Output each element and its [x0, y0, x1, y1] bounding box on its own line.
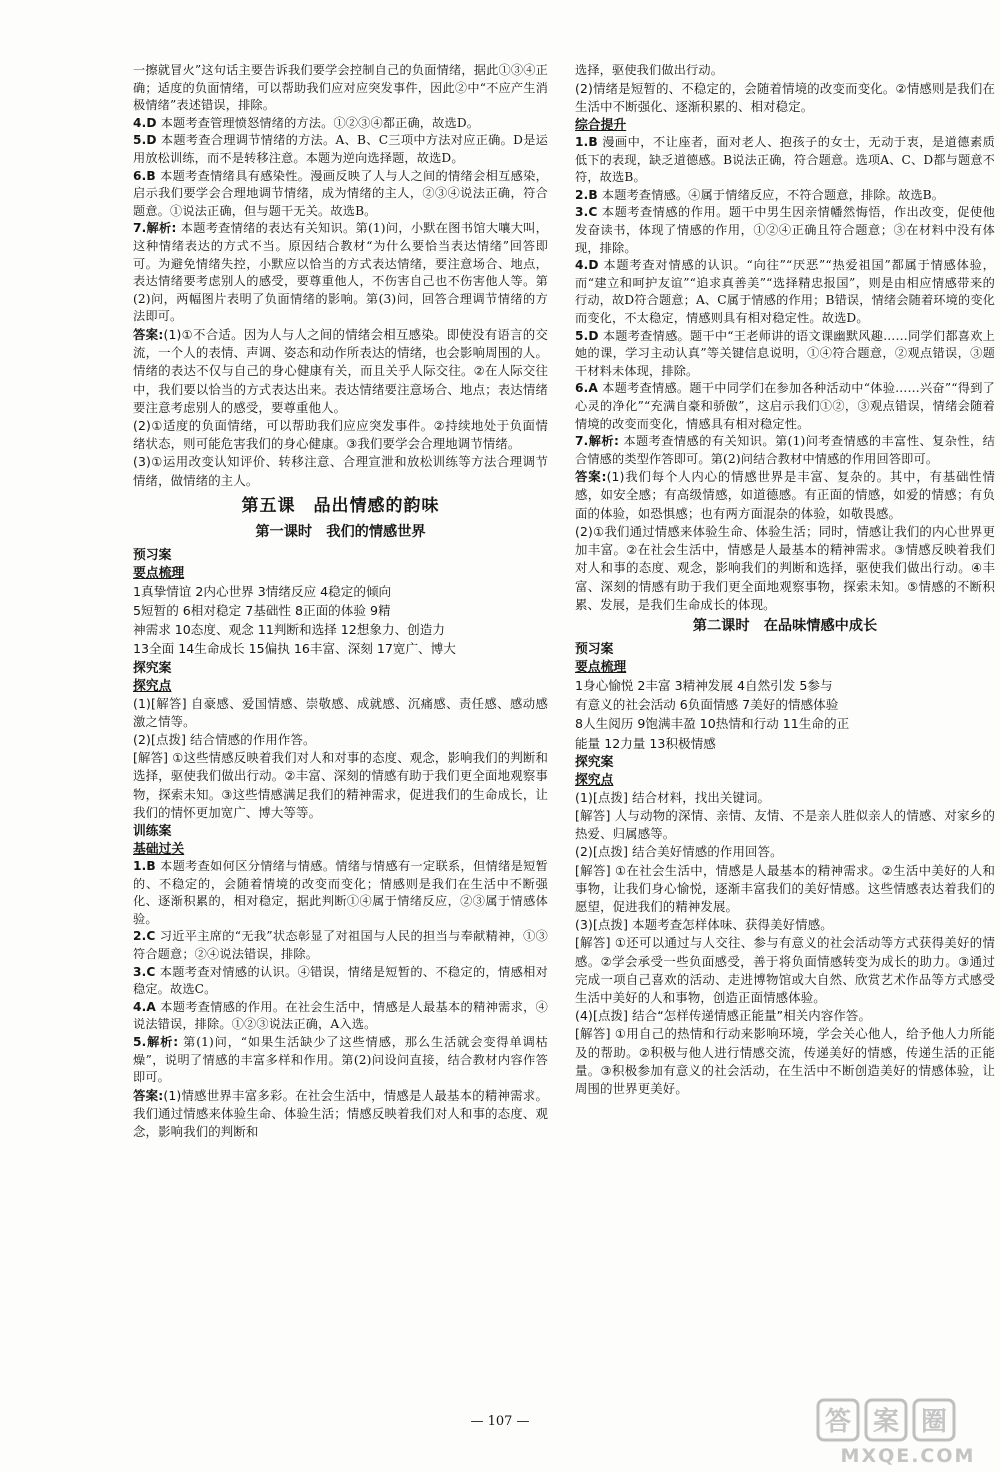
text-paragraph: 一擦就冒火”这句话主要告诉我们要学会控制自己的负面情绪，据此①③④正确；适度的负面情绪，可以帮助我们应对应突发事件，因此②中“不应产生消极情绪”表述错误，排除。 — [133, 63, 548, 113]
answer-paragraph — [575, 789, 995, 807]
question-number: 4.D — [133, 115, 157, 130]
question-text: 本题考查合理调节情绪的方法。A、B、C三项中方法对应正确。D是运用放松训练，而不是转移注意。本题为逆向选择题，故选D。 — [133, 133, 549, 165]
question-number: 3.C — [575, 205, 598, 220]
answer-paragraph — [133, 417, 548, 453]
question-number: 7.解析: — [133, 221, 177, 236]
question-item — [133, 964, 548, 999]
question-text: 本题考查情绪的表达有关知识。第(1)问，小默在图书馆大嚷大叫，这种情绪表达的方式不当。原因结合教材“为什么要恰当表达情绪”回答即可。为避免情绪失控，小默应以恰当的方式表达情绪，要注意场合、地点，表达情绪要考虑别人的感受，要尊重他人，不伤害自己也不伤害他人等。第(2)问，两幅图片表明了负面情绪的影响。第(3)问，回答合理调节情绪的方法即可。 — [133, 221, 548, 324]
watermark-logo — [812, 1396, 992, 1468]
explore-label: 探究案 — [575, 754, 614, 770]
answer-paragraph — [575, 1025, 995, 1098]
explore-label: 探究案 — [133, 660, 172, 676]
question-text: 本题考查管理愤怒情绪的方法。①②③④都正确，故选D。 — [160, 115, 480, 130]
answer-paragraph — [575, 843, 995, 861]
answer-text: (3)①运用改变认知评价、转移注意、合理宣泄和放松训练等方法合理调节情绪，做情绪的主人。 — [133, 454, 548, 488]
question-number: 1.B — [133, 858, 156, 873]
question-item — [575, 134, 995, 187]
answer-paragraph — [133, 695, 548, 731]
question-item — [575, 204, 995, 257]
question-number: 5.D — [133, 133, 157, 148]
basic-label: 基础过关 — [133, 841, 185, 857]
answer-paragraph — [575, 80, 995, 116]
answer-text: (2)①我们通过情感来体验生命、体验生活；同时，情感让我们的内心世界更加丰富。②在社会生活中，情感是人最基本的精神需求。③情感反映着我们对人和事的态度、观念，影响我们的判断和选择，驱使我们做出行动。④丰富、深刻的情感有助于我们更全面地观察事物，探索未知。⑤情感的不断积累、发展，是我们生命成长的体现。 — [575, 523, 995, 612]
question-item — [133, 999, 548, 1034]
question-item — [575, 257, 995, 327]
keypoint-line: 8人生阅历 9饱满丰盈 10热情和行动 11生命的正 — [575, 716, 850, 732]
answer-label: 答案: — [575, 469, 607, 485]
answer-paragraph — [133, 731, 548, 749]
svg-text:答: 答 — [824, 1407, 852, 1437]
question-number: 2.B — [575, 187, 598, 202]
preview-label: 预习案 — [133, 547, 172, 563]
training-label: 训练案 — [133, 823, 172, 839]
answer-text: (1)①不合适。因为人与人之间的情绪会相互感染。即使没有语言的交流，一个人的表情、声调、姿态和动作所表达的情绪，也会影响周围的人。情绪的表达不仅与自己的身心健康有关，而且关乎人际交往。②在人际交往中，我们要以恰当的方式表达出来。表达情绪要注意场合、地点；表达情绪要注意考虑别人的感受，要尊重他人。 — [133, 326, 549, 415]
question-item — [133, 220, 548, 326]
question-number: 1.B — [575, 135, 598, 149]
question-text: 漫画中，不让座者，面对老人、抱孩子的女士，无动于衷，是道德素质低下的表现，缺乏道德感。B说法正确，符合题意。选项A、C、D都与题意不符，故选B。 — [575, 135, 995, 185]
question-item — [575, 187, 995, 205]
answer-paragraph — [133, 1087, 548, 1142]
answer-text: [解答] ①还可以通过与人交往、参与有意义的社会活动等方式获得美好的情感。②学会承受一些负面感受，善于将负面情感转变为成长的助力。③通过完成一项自己喜欢的活动、走进博物馆或大自然、欣赏艺术作品等方式感受生活中美好的人和事物，创造正面情感体验。 — [575, 935, 995, 1005]
answer-paragraph — [133, 326, 548, 417]
answer-paragraph — [133, 453, 548, 489]
question-text: 本题考查情感的作用。题干中男生因亲情幡然悔悟，作出改变，促使他发奋读书，体现了情感的作用，①②④正确且符合题意；③在材料中没有体现，排除。 — [575, 205, 995, 255]
question-number: 6.B — [133, 168, 156, 183]
question-item — [575, 380, 995, 433]
answer-text: [解答] ①用自己的热情和行动来影响环境，学会关心他人，给予他人力所能及的帮助。②积极与他人进行情感交流，传递美好的情感，传递生活的正能量。③积极参加有意义的社会活动，在生活中不断创造美好的情感体验，让周围的世界更美好。 — [575, 1026, 995, 1096]
keypoint-line: 5短暂的 6相对稳定 7基础性 8正面的体验 9精 — [133, 602, 391, 618]
answer-text: [解答] 人与动物的深情、亲情、友情、不是亲人胜似亲人的情感、对家乡的热爱、归属感等。 — [575, 807, 995, 842]
question-text: 本题考查对情感的认识。④错误，情绪是短暂的、不稳定的，情感相对稳定。故选C。 — [133, 964, 548, 997]
question-number: 4.A — [133, 999, 156, 1014]
question-text: 本题考查情感。④属于情绪反应，不符合题意，排除。故选B。 — [601, 187, 945, 202]
answer-text: (2)①适度的负面情绪，可以帮助我们应应突发事件。②持续地处于负面情绪状态，则可能危害我们的身心健康。③我们要学会合理地调节情绪。 — [133, 417, 548, 452]
question-text: 本题考查情感。题干中同学们在参加各种活动中“体验……兴奋”“得到了心灵的净化”“充满自豪和骄傲”，这启示我们①②，③观点错误，情绪会随着情境的改变而变化，情感具有相对稳定性。 — [575, 381, 995, 431]
answer-paragraph — [133, 749, 548, 822]
question-number: 5.D — [575, 328, 599, 343]
answer-text: (2)情绪是短暂的、不稳定的，会随着情境的改变而变化。②情感则是我们在生活中不断强化、逐渐积累的、相对稳定。 — [575, 80, 995, 114]
question-item — [133, 115, 548, 133]
keypoint-line: 能量 12力量 13积极情感 — [575, 735, 716, 751]
keypoint-line: 13全面 14生命成长 15偏执 16丰富、深刻 17宽广、博大 — [133, 641, 456, 657]
keypoints-label: 要点梳理 — [133, 565, 185, 581]
answer-text: [解答] ①这些情感反映着我们对人和对事的态度、观念，影响我们的判断和选择，驱使我们做出行动。②丰富、深刻的情感有助于我们更全面地观察事物，探索未知。③这些情感满足我们的精神需求，促进我们的生命成长，让我们的情怀更加宽广、博大等等。 — [133, 750, 548, 820]
answer-text: (1)[点拨] 结合材料，找出关键词。 — [575, 789, 771, 805]
question-item — [133, 1034, 548, 1087]
question-text: 本题考查如何区分情绪与情感。情绪与情感有一定联系，但情绪是短暂的、不稳定的，会随着情境的改变而变化；情感则是我们在生活中不断强化、逐渐积累的，相对稳定，据此判断①④属于情绪反应，②③属于情感体验。 — [133, 858, 548, 926]
question-number: 7.解析: — [575, 434, 620, 449]
question-text: 本题考查情感。题干中“王老师讲的语文课幽默风趣……同学们都喜欢上她的课，学习主动认真”等关键信息说明，①④符合题意，②观点错误，③题干材料未体现，排除。 — [575, 328, 995, 378]
explore-point-label: 探究点 — [575, 772, 614, 788]
answer-paragraph — [575, 916, 995, 934]
svg-text:MXQE.COM: MXQE.COM — [840, 1445, 976, 1467]
answer-text: (3)[点拨] 本题考查怎样体味、获得美好情感。 — [575, 917, 833, 933]
question-item — [133, 858, 548, 928]
keypoint-line: 有意义的社会活动 6负面情感 7美好的情感体验 — [575, 697, 839, 713]
question-text: 本题考查对情感的认识。“向往”“厌恶”“热爱祖国”都属于情感体验，而“建立和呵护友谊”“追求真善美”“选择精忠报国”，则是由相应情感带来的行动，故D符合题意；A、C属于情感的作用；B错误，情绪会随着环境的变化而变化，不太稳定，情感则具有相对稳定性。故选D。 — [575, 258, 995, 325]
question-item — [133, 168, 548, 221]
explore-point-label: 探究点 — [133, 678, 172, 694]
question-text: 第(1)问，“如果生活缺少了这些情感，那么生活就会变得单调枯燥”，说明了情感的丰富多样和作用。第(2)问设问直接，结合教材内容作答即可。 — [133, 1034, 548, 1085]
answer-text: (4)[点拨] 结合“怎样传递情感正能量”相关内容作答。 — [575, 1008, 872, 1024]
question-item — [133, 132, 548, 167]
svg-text:圈: 圈 — [920, 1407, 948, 1437]
text-paragraph: 选择，驱使我们做出行动。 — [575, 63, 724, 77]
keypoint-line: 神需求 10态度、观念 11判断和选择 12想象力、创造力 — [133, 622, 445, 638]
keypoint-line: 1身心愉悦 2丰富 3精神发展 4自然引发 5参与 — [575, 677, 833, 693]
keypoint-line: 1真挚情谊 2内心世界 3情绪反应 4稳定的倾向 — [133, 583, 392, 599]
question-number: 5.解析: — [133, 1034, 179, 1049]
preview-label: 预习案 — [575, 641, 614, 657]
lesson-title: 第五课 品出情感的韵味 — [241, 495, 440, 516]
question-number: 2.C — [133, 929, 156, 944]
answer-label: 答案: — [133, 326, 164, 342]
question-item — [133, 928, 548, 963]
answer-paragraph — [575, 862, 995, 917]
answer-paragraph — [575, 523, 995, 614]
question-text: 本题考查情感的有关知识。第(1)问考查情感的丰富性、复杂性，结合情感的类型作答即可。第(2)问结合教材中情感的作用回答即可。 — [575, 434, 995, 466]
svg-text:案: 案 — [872, 1407, 900, 1437]
integrated-label: 综合提升 — [575, 118, 627, 133]
period-title: 第一课时 我们的情感世界 — [255, 523, 426, 540]
question-number: 3.C — [133, 964, 156, 979]
question-text: 本题考查情绪具有感染性。漫画反映了人与人之间的情绪会相互感染，启示我们要学会合理地调节情绪，成为情绪的主人，②③④说法正确，符合题意。①说法正确，但与题干无关。故选B。 — [133, 168, 548, 218]
question-item — [575, 433, 995, 468]
answer-paragraph — [575, 934, 995, 1007]
answer-paragraph — [575, 807, 995, 843]
answer-paragraph — [575, 468, 995, 523]
question-item — [575, 328, 995, 381]
answer-text: (2)[点拨] 结合情感的作用作答。 — [133, 731, 316, 747]
question-text: 本题考查情感的作用。在社会生活中，情感是人最基本的精神需求，④说法错误，排除。①②③说法正确，A入选。 — [133, 999, 548, 1032]
page-number: — 107 — — [470, 1414, 530, 1429]
answer-paragraph — [575, 1007, 995, 1025]
question-number: 6.A — [575, 381, 598, 396]
keypoints-label: 要点梳理 — [575, 659, 627, 675]
question-text: 习近平主席的“无我”状态彰显了对祖国与人民的担当与奉献精神，①③符合题意；②④说法错误，排除。 — [133, 929, 548, 961]
answer-text: (2)[点拨] 结合美好情感的作用回答。 — [575, 844, 783, 860]
period-title: 第二课时 在品味情感中成长 — [692, 617, 878, 634]
answer-label: 答案: — [133, 1087, 164, 1103]
answer-text: (1)[解答] 自豪感、爱国情感、崇敬感、成就感、沉痛感、责任感、感动感激之情等。 — [133, 695, 548, 729]
answer-text: (1)我们每个人内心的情感世界是丰富、复杂的。其中，有基础性情感，如安全感；有高级情感，如道德感。有正面的情感，如爱的情感；有负面的体验，如恐惧感；也有两方面混杂的体验，如敬畏感。 — [575, 469, 996, 521]
answer-text: (1)情感世界丰富多彩。在社会生活中，情感是人最基本的精神需求。我们通过情感来体验生命、体验生活；情感反映着我们对人和事的态度、观念，影响我们的判断和 — [133, 1087, 548, 1140]
left-column — [133, 62, 548, 1141]
answer-text: [解答] ①在社会生活中，情感是人最基本的精神需求。②生活中美好的人和事物，让我们身心愉悦，逐渐丰富我们的美好情感。这些情感表达着我们的愿望，促进我们的精神发展。 — [575, 862, 995, 914]
question-number: 4.D — [575, 258, 599, 273]
right-column — [575, 62, 995, 1098]
